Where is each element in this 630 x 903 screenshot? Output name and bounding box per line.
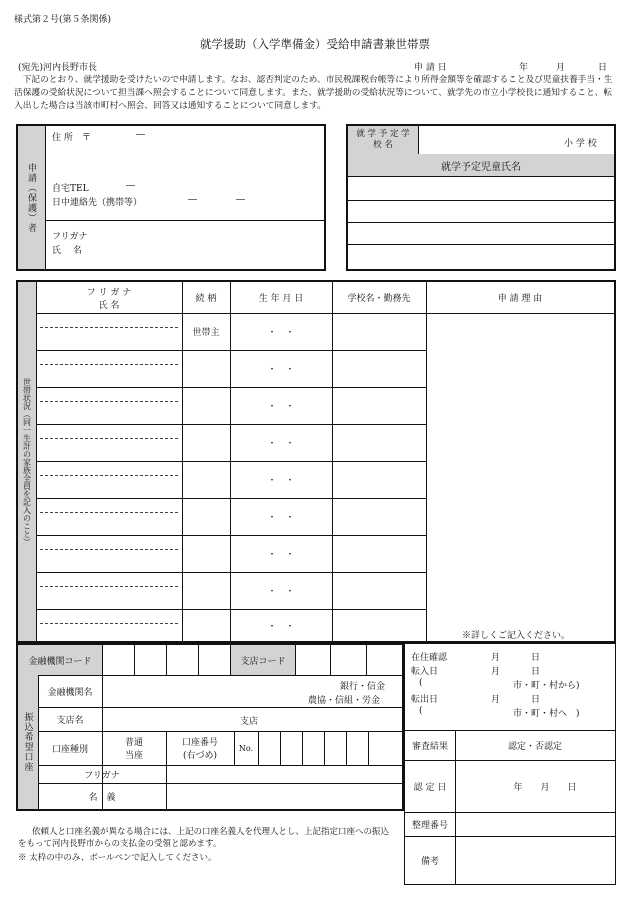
home-tel-label: 自宅TEL [52, 184, 89, 194]
col-relation-header: 続 柄 [195, 294, 217, 304]
ref-no-label: 整理番号 [411, 820, 448, 831]
birth-dots: ・ ・ [267, 550, 295, 560]
remarks-label: 備考 [420, 856, 439, 867]
account-type-label: 口座種別 [51, 744, 88, 755]
account-no-prefix: No. [238, 743, 254, 753]
moved-out-day: 日 [531, 695, 541, 705]
bank-box [16, 643, 404, 811]
birth-dots: ・ ・ [267, 476, 295, 486]
applicant-side-label: 申請（保護）者 [18, 126, 46, 269]
moved-out-month: 月 [491, 695, 501, 705]
addressee: (宛先)河内長野市長 [18, 63, 98, 73]
office-box [404, 643, 616, 885]
birth-dots: ・ ・ [267, 328, 295, 338]
proxy-consent-text: 依頼人と口座名義が異なる場合には、上記の口座名義人を代理人とし、上記指定口座への振込をもって河内長野市からの支払金の受領と認めます。 [18, 827, 390, 849]
holder-furigana-label: フリガナ [84, 770, 120, 781]
reason-note: ※詳しくご記入ください。 [462, 631, 571, 641]
approve-date-value: 年 月 日 [513, 782, 577, 793]
birth-dots: ・ ・ [267, 513, 295, 523]
holder-name-label: 名 義 [88, 792, 116, 803]
form-number: 様式第２号(第５条関係) [14, 15, 112, 25]
branch-code-label: 支店コード [230, 645, 296, 676]
pen-instruction: ※ 太枠の中のみ、ボールペンで記入してください。 [18, 853, 217, 863]
apply-month: 月 [556, 63, 566, 73]
col-school-header: 学校名・勤務先 [347, 294, 411, 304]
birth-dots: ・ ・ [267, 402, 295, 412]
tel-dash: ― [126, 181, 135, 191]
account-type-options: 普通 当座 [124, 738, 143, 761]
day-dash-2: ― [236, 195, 245, 205]
col-name-header: フ リ ガ ナ 氏 名 [86, 287, 132, 311]
household-box [16, 280, 616, 643]
from-paren: ( [419, 678, 423, 688]
bank-suffix-2: 農協・信組・労金 [308, 696, 381, 706]
moved-in-day: 日 [531, 667, 541, 677]
resident-day: 日 [531, 653, 541, 663]
bank-side-label: 振込希望口座 [18, 675, 39, 809]
bank-name-label: 金融機関名 [47, 687, 93, 698]
consent-text: 下記のとおり、就学援助を受けたいので申請します。なお、認否判定のため、市民税課税台帳等により所得金額等を確認すること及び児童扶養手当・生活保護の受給状況について担当課へ照会することについて同意します。また、就学援助の受給状況等について、就学先の市立小学校長に通知すること、転入出した場合は当該市町村へ照会、回答又は通知することについて同意します。 [14, 75, 613, 111]
moved-out-label: 転出日 [411, 695, 439, 705]
account-number-label: 口座番号 (右づめ) [181, 738, 218, 761]
approve-date-label: 認 定 日 [413, 782, 447, 793]
school-suffix: 小 学 校 [564, 139, 597, 149]
col-birth-header: 生 年 月 日 [258, 294, 304, 304]
to-city-label: 市・町・村へ ) [513, 709, 580, 719]
bank-suffix-1: 銀行・信金 [340, 682, 386, 692]
moved-in-month: 月 [491, 667, 501, 677]
applicant-name-label: 氏 名 [52, 246, 82, 256]
child-name-header: 就学予定児童氏名 [348, 154, 614, 177]
resident-check-label: 在住確認 [411, 653, 448, 663]
applicant-furigana-label: フリガナ [52, 232, 88, 242]
moved-in-label: 転入日 [411, 667, 439, 677]
birth-dots: ・ ・ [267, 587, 295, 597]
apply-year: 年 [519, 63, 529, 73]
school-box [346, 124, 616, 271]
head-of-household: 世帯主 [192, 328, 220, 338]
day-contact-label: 日中連絡先（携帯等） [52, 198, 143, 208]
branch-suffix: 支店 [240, 717, 259, 727]
birth-dots: ・ ・ [267, 439, 295, 449]
birth-dots: ・ ・ [267, 621, 295, 632]
apply-date-label: 申 請 日 [414, 63, 447, 73]
bank-code-label: 金融機関コード [18, 645, 103, 676]
resident-month: 月 [491, 653, 501, 663]
zip-dash: ― [136, 130, 145, 140]
day-dash-1: ― [188, 195, 197, 205]
review-label: 審査結果 [411, 741, 448, 752]
col-reason-header: 申 請 理 由 [497, 294, 543, 304]
household-side-label: 世帯状況（同一生計の家族全員を記入のこと） [18, 282, 37, 641]
school-name-label: 就 学 予 定 学 校 名 [348, 126, 419, 155]
to-paren: ( [419, 706, 423, 716]
branch-name-label: 支店名 [56, 715, 84, 726]
address-label: 住 所 〒 [52, 133, 91, 143]
applicant-box [16, 124, 326, 271]
form-title: 就学援助（入学準備金）受給申請書兼世帯票 [200, 37, 430, 51]
from-city-label: 市・町・村から) [513, 681, 580, 691]
birth-dots: ・ ・ [267, 365, 295, 375]
review-value: 認定・否認定 [507, 741, 562, 752]
apply-day: 日 [598, 63, 608, 73]
